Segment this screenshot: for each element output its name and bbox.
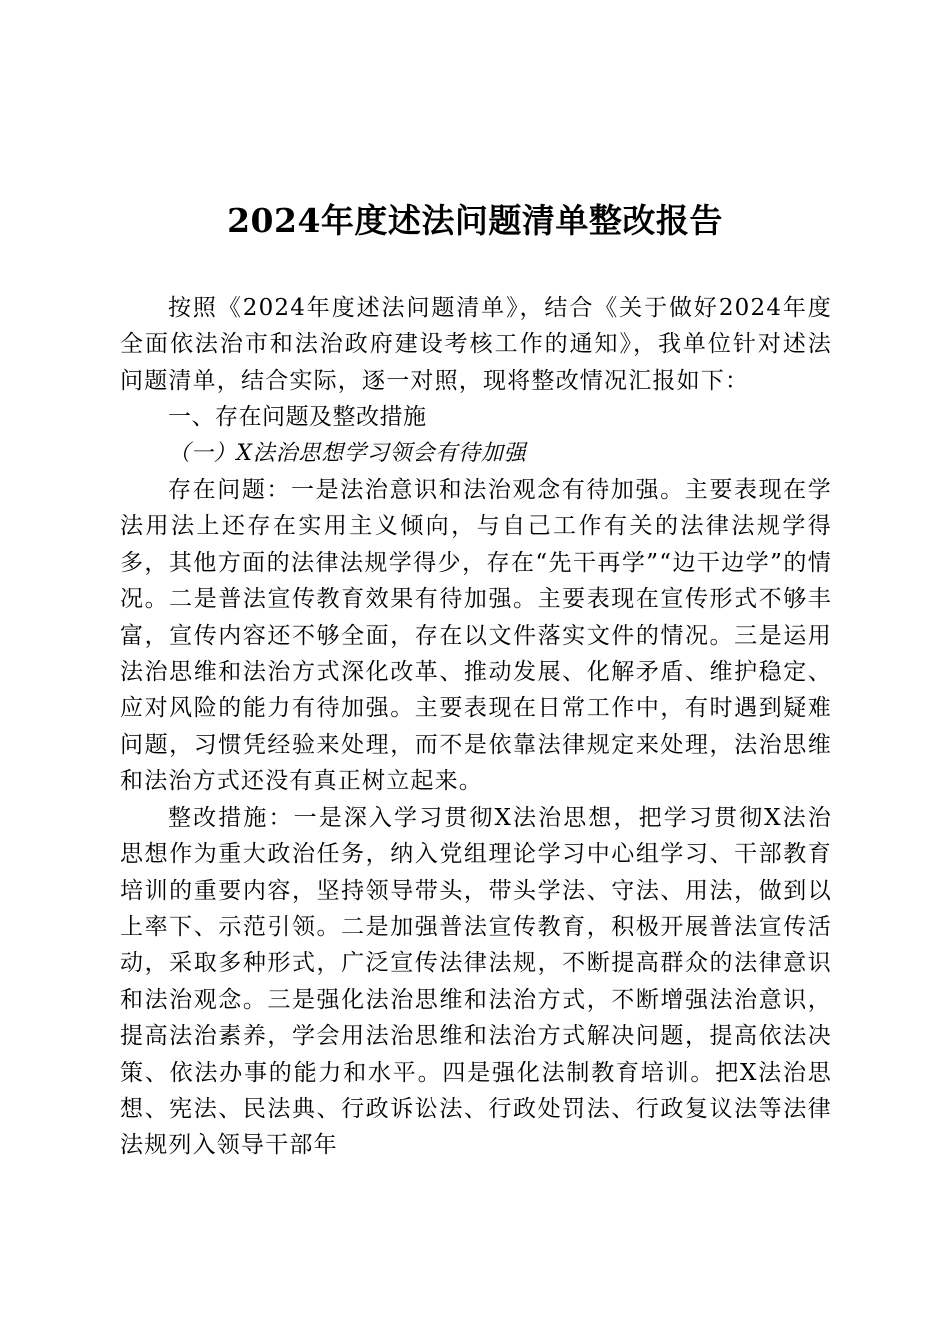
problems-paragraph: 存在问题：一是法治意识和法治观念有待加强。主要表现在学法用法上还存在实用主义倾向，与自己工作有关的法律法规学得多，其他方面的法律法规学得少，存在“先干再学”“边干边学”的情况。二是普法宣传教育效果有待加强。主要表现在宣传形式不够丰富，宣传内容还不够全面，存在以文件落实文件的情况。三是运用法治思维和法治方式深化改革、推动发展、化解矛盾、维护稳定、应对风险的能力有待加强。主要表现在日常工作中，有时遇到疑难问题，习惯凭经验来处理，而不是依靠法律规定来处理，法治思维和法治方式还没有真正树立起来。 — [120, 477, 832, 795]
document-body — [120, 290, 832, 1164]
measures-paragraph: 整改措施：一是深入学习贯彻X法治思想，把学习贯彻X法治思想作为重大政治任务，纳入党组理论学习中心组学习、干部教育培训的重要内容，坚持领导带头，带头学法、守法、用法，做到以上率下、示范引领。二是加强普法宣传教育，积极开展普法宣传活动，采取多种形式，广泛宣传法律法规，不断提高群众的法律意识和法治观念。三是强化法治思维和法治方式，不断增强法治意识，提高法治素养，学会用法治思维和法治方式解决问题，提高依法决策、依法办事的能力和水平。四是强化法制教育培训。把X法治思想、宪法、民法典、行政诉讼法、行政处罚法、行政复议法等法律法规列入领导干部年 — [120, 804, 832, 1159]
subsection-heading: （一）X法治思想学习领会有待加强 — [168, 440, 527, 466]
intro-paragraph: 按照《2024年度述法问题清单》，结合《关于做好2024年度全面依法治市和法治政府建设考核工作的通知》，我单位针对述法问题清单，结合实际，逐一对照，现将整改情况汇报如下： — [120, 295, 832, 394]
document-title: 2024年度述法问题清单整改报告 — [227, 201, 723, 240]
section-heading: 一、存在问题及整改措施 — [168, 404, 427, 431]
